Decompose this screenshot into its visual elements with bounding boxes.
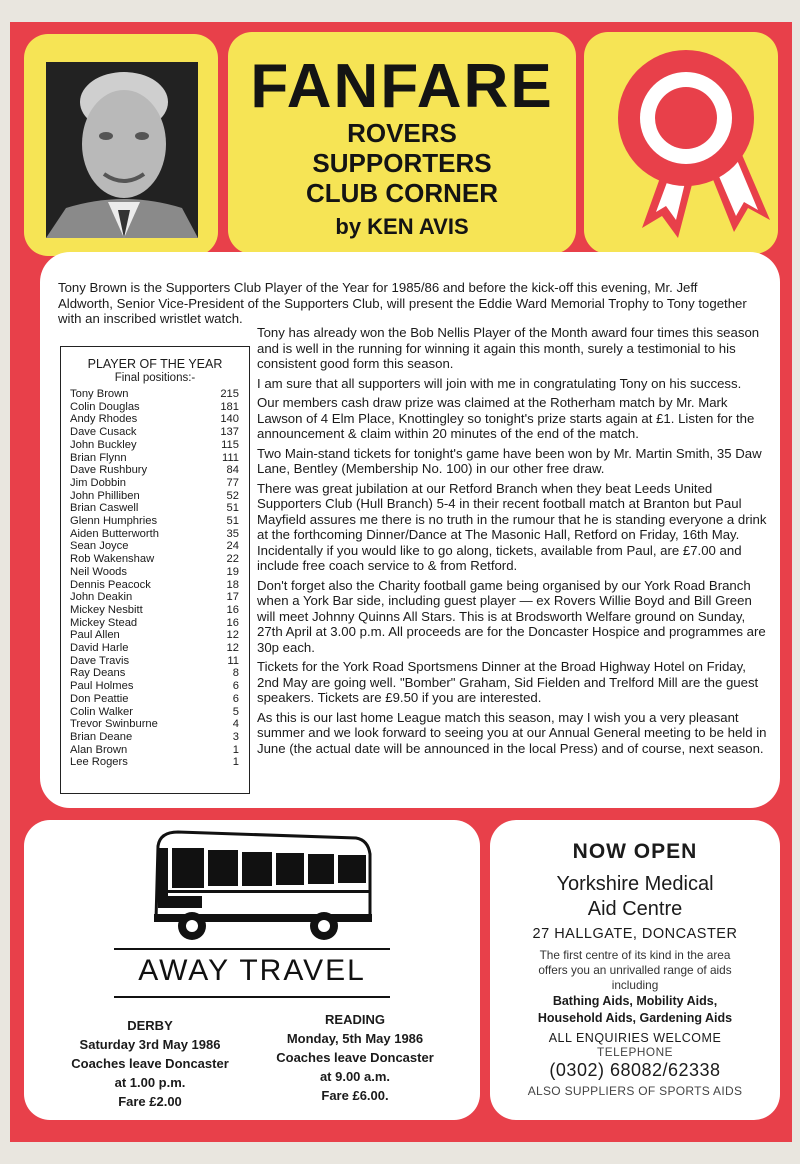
table-row	[61, 604, 249, 617]
player-name: Tony Brown	[70, 388, 129, 400]
article-paragraph: Two Main-stand tickets for tonight's game have been won by Mr. Martin Smith, 35 Daw Lane, Bentley (Membership No. 100) in our other free draw.	[257, 445, 762, 476]
player-name: Brian Deane	[70, 730, 133, 743]
player-points: 18	[226, 578, 239, 591]
player-points: 1	[232, 756, 239, 769]
player-points: 140	[220, 413, 239, 426]
player-of-year-table	[60, 346, 250, 794]
ad-aids: Bathing Aids, Mobility Aids,	[552, 994, 718, 1008]
divider	[114, 996, 390, 998]
player-name: Mickey Nesbitt	[70, 603, 143, 616]
table-row	[61, 566, 249, 579]
player-points: 115	[221, 438, 239, 451]
player-points: 6	[232, 680, 239, 693]
player-points: 35	[226, 527, 239, 540]
player-name: David Harle	[70, 642, 129, 655]
trip-time: at 1.00 p.m.	[114, 1075, 186, 1090]
player-points: 16	[226, 616, 239, 629]
medical-aid-advert	[490, 820, 780, 1120]
trip-reading	[258, 1010, 452, 1105]
ad-description: offers you an unrivalled range of aids	[538, 963, 732, 977]
player-name: Jim Dobbin	[70, 476, 126, 489]
player-points: 12	[226, 629, 239, 642]
article-paragraph: There was great jubilation at our Retford Branch when they beat Leeds United Supporters Club (Hull Branch) 5-4 in their recent football match at Branton but Paul Mayfield assures me there is no truth in the rumour that he is standing everyone a drink at the forthcoming Dinner/Dance at The Masonic Hall, Retford on Friday, 16th May. Incidentally if you would like to go along, tickets, available from Paul, are £7.00 and include free coach service to & from Retford.	[257, 480, 767, 573]
player-points: 4	[232, 718, 239, 731]
table-row	[61, 540, 249, 553]
table-row	[61, 439, 249, 452]
player-name: Ray Deans	[70, 667, 126, 680]
article-paragraph: Tickets for the York Road Sportsmens Dinner at the Broad Highway Hotel on Friday, 2nd May are going well. "Bomber" Graham, Sid Fielden and Trelford Mill are the guest speakers. Tickets are £9.50 if you are interested.	[257, 659, 759, 705]
article-paragraph: Don't forget also the Charity football game being organised by our York Road Branch when a York Bar side, including guest player — ex Rovers Willie Boyd and Bill Green will meet Johnny Quinns All Stars. This is at Brodsworth Welfare ground on Sunday, 27th April at 3.00 p.m. All proceeds are for the Doncaster Hospice and programmes are 30p each.	[257, 577, 766, 655]
table-row	[61, 553, 249, 566]
masthead-title: FANFARE	[250, 52, 554, 121]
table-subtitle: Final positions:-	[114, 372, 196, 384]
rosette-icon	[584, 32, 778, 254]
player-points: 11	[227, 654, 239, 667]
player-points: 1	[232, 743, 239, 756]
article-panel	[40, 252, 780, 808]
table-row	[61, 756, 249, 769]
ad-description: including	[611, 978, 659, 992]
player-name: Brian Caswell	[70, 502, 139, 515]
table-row	[61, 515, 249, 528]
article-paragraph: As this is our last home League match this season, may I wish you a very pleasant summer and we look forward to seeing you at our Annual General meeting to be held in June (the actual date will be announced in the local Press) and of course, next season.	[257, 709, 767, 756]
trip-date: Saturday 3rd May 1986	[79, 1037, 221, 1052]
rosette-panel	[584, 32, 778, 254]
ad-business-name: Yorkshire Medical	[556, 873, 714, 895]
table-row	[61, 528, 249, 541]
trip-fare: Fare £6.00.	[321, 1088, 389, 1103]
trip-fare: Fare £2.00	[118, 1094, 182, 1109]
trip-time: at 9.00 a.m.	[319, 1069, 391, 1084]
table-row	[61, 655, 249, 668]
portrait-photo	[46, 62, 198, 238]
table-row	[61, 731, 249, 744]
table-title: PLAYER OF THE YEAR	[87, 357, 223, 371]
ad-description: The first centre of its kind in the area	[539, 948, 731, 962]
table-row	[61, 744, 249, 757]
divider	[114, 948, 390, 950]
ad-address: 27 HALLGATE, DONCASTER	[532, 926, 738, 942]
player-name: Dave Travis	[70, 654, 130, 667]
article-column	[257, 325, 767, 760]
player-name: Andy Rhodes	[70, 413, 138, 426]
table-row	[61, 490, 249, 503]
coach-bus-icon	[144, 824, 374, 946]
player-points: 6	[232, 692, 239, 705]
player-name: John Philliben	[70, 489, 140, 502]
player-points: 52	[226, 489, 239, 502]
player-name: Glenn Humphries	[70, 515, 158, 528]
table-row	[61, 579, 249, 592]
player-points: 16	[226, 603, 239, 616]
player-points: 111	[221, 451, 239, 464]
article-paragraph: I am sure that all supporters will join with me in congratulating Tony on his success.	[257, 375, 742, 391]
player-points: 137	[220, 426, 239, 439]
table-row	[61, 642, 249, 655]
player-points: 22	[226, 553, 239, 566]
table-row	[61, 617, 249, 630]
player-points: 181	[220, 400, 239, 413]
table-row	[61, 502, 249, 515]
photo-panel	[24, 34, 218, 256]
player-name: Brian Flynn	[70, 451, 127, 464]
player-name: Rob Wakenshaw	[70, 553, 155, 566]
player-points: 51	[226, 502, 239, 515]
byline: by KEN AVIS	[335, 214, 469, 239]
player-name: Neil Woods	[70, 565, 127, 578]
player-points: 84	[226, 464, 239, 477]
trip-destination: DERBY	[127, 1018, 173, 1033]
ad-business-name: Aid Centre	[587, 898, 683, 920]
table-row	[61, 706, 249, 719]
table-row	[61, 629, 249, 642]
player-name: Alan Brown	[70, 743, 128, 756]
player-name: Colin Douglas	[70, 400, 140, 413]
player-name: Aiden Butterworth	[70, 527, 159, 540]
ad-phone-number: (0302) 68082/62338	[549, 1060, 721, 1080]
table-row	[61, 693, 249, 706]
subtitle-line: ROVERS	[347, 118, 457, 148]
ad-aids: Household Aids, Gardening Aids	[537, 1011, 733, 1025]
player-name: Paul Holmes	[70, 680, 134, 693]
ad-enquiries: ALL ENQUIRIES WELCOME	[548, 1031, 722, 1045]
player-name: John Buckley	[70, 438, 137, 451]
table-body	[61, 388, 249, 769]
table-row	[61, 667, 249, 680]
table-row	[61, 388, 249, 401]
player-points: 24	[226, 540, 239, 553]
table-row	[61, 464, 249, 477]
table-row	[61, 591, 249, 604]
player-name: Dennis Peacock	[70, 578, 151, 591]
subtitle-line: SUPPORTERS	[312, 148, 492, 178]
table-row	[61, 401, 249, 414]
away-travel-title: AWAY TRAVEL	[138, 954, 366, 987]
ad-footer: ALSO SUPPLIERS OF SPORTS AIDS	[527, 1084, 743, 1098]
ad-headline: NOW OPEN	[572, 840, 698, 863]
player-name: Trevor Swinburne	[70, 718, 158, 731]
table-row	[61, 426, 249, 439]
article-paragraph: Our members cash draw prize was claimed at the Rotherham match by Mr. Mark Lawson of 4 Elm Place, Knottingley so tonight's prize starts again at £1. Listen for the announcement & claim within 20 minutes of the end of the match.	[257, 395, 755, 441]
article-intro: Tony Brown is the Supporters Club Player of the Year for 1985/86 and before the kick-off this evening, Mr. Jeff Aldworth, Senior Vice-President of the Supporters Club, will present the Eddie Ward Memorial Trophy to Tony together with an inscribed wristlet watch.	[58, 280, 747, 326]
player-name: Paul Allen	[70, 629, 120, 642]
table-row	[61, 452, 249, 465]
player-points: 12	[226, 642, 239, 655]
article-paragraph: Tony has already won the Bob Nellis Player of the Month award four times this season and is well in the running for winning it again this month, surely a testimonial to his consistent good form this season.	[257, 325, 760, 371]
player-points: 3	[232, 730, 239, 743]
table-row	[61, 718, 249, 731]
ad-telephone-label: TELEPHONE	[597, 1045, 673, 1059]
player-name: Mickey Stead	[70, 616, 138, 629]
trip-date: Monday, 5th May 1986	[286, 1031, 424, 1046]
table-row	[61, 413, 249, 426]
player-name: John Deakin	[70, 591, 133, 604]
trip-coaches: Coaches leave Doncaster	[71, 1056, 229, 1071]
player-points: 77	[226, 476, 239, 489]
trip-coaches: Coaches leave Doncaster	[276, 1050, 434, 1065]
table-row	[61, 477, 249, 490]
player-points: 19	[226, 565, 239, 578]
player-points: 51	[226, 515, 239, 528]
player-name: Sean Joyce	[70, 540, 129, 553]
title-panel	[228, 32, 576, 254]
player-name: Lee Rogers	[70, 756, 128, 769]
player-name: Dave Cusack	[70, 426, 137, 439]
player-name: Dave Rushbury	[70, 464, 148, 477]
player-name: Colin Walker	[70, 705, 133, 718]
table-row	[61, 680, 249, 693]
player-points: 17	[226, 591, 239, 604]
player-points: 215	[220, 388, 239, 400]
player-name: Don Peattie	[70, 692, 129, 705]
away-travel-panel	[24, 820, 480, 1120]
player-points: 8	[232, 667, 239, 680]
trip-destination: READING	[325, 1012, 385, 1027]
subtitle-line: CLUB CORNER	[305, 178, 499, 208]
programme-page	[10, 22, 792, 1142]
trip-derby	[60, 1016, 240, 1111]
player-points: 5	[232, 705, 239, 718]
